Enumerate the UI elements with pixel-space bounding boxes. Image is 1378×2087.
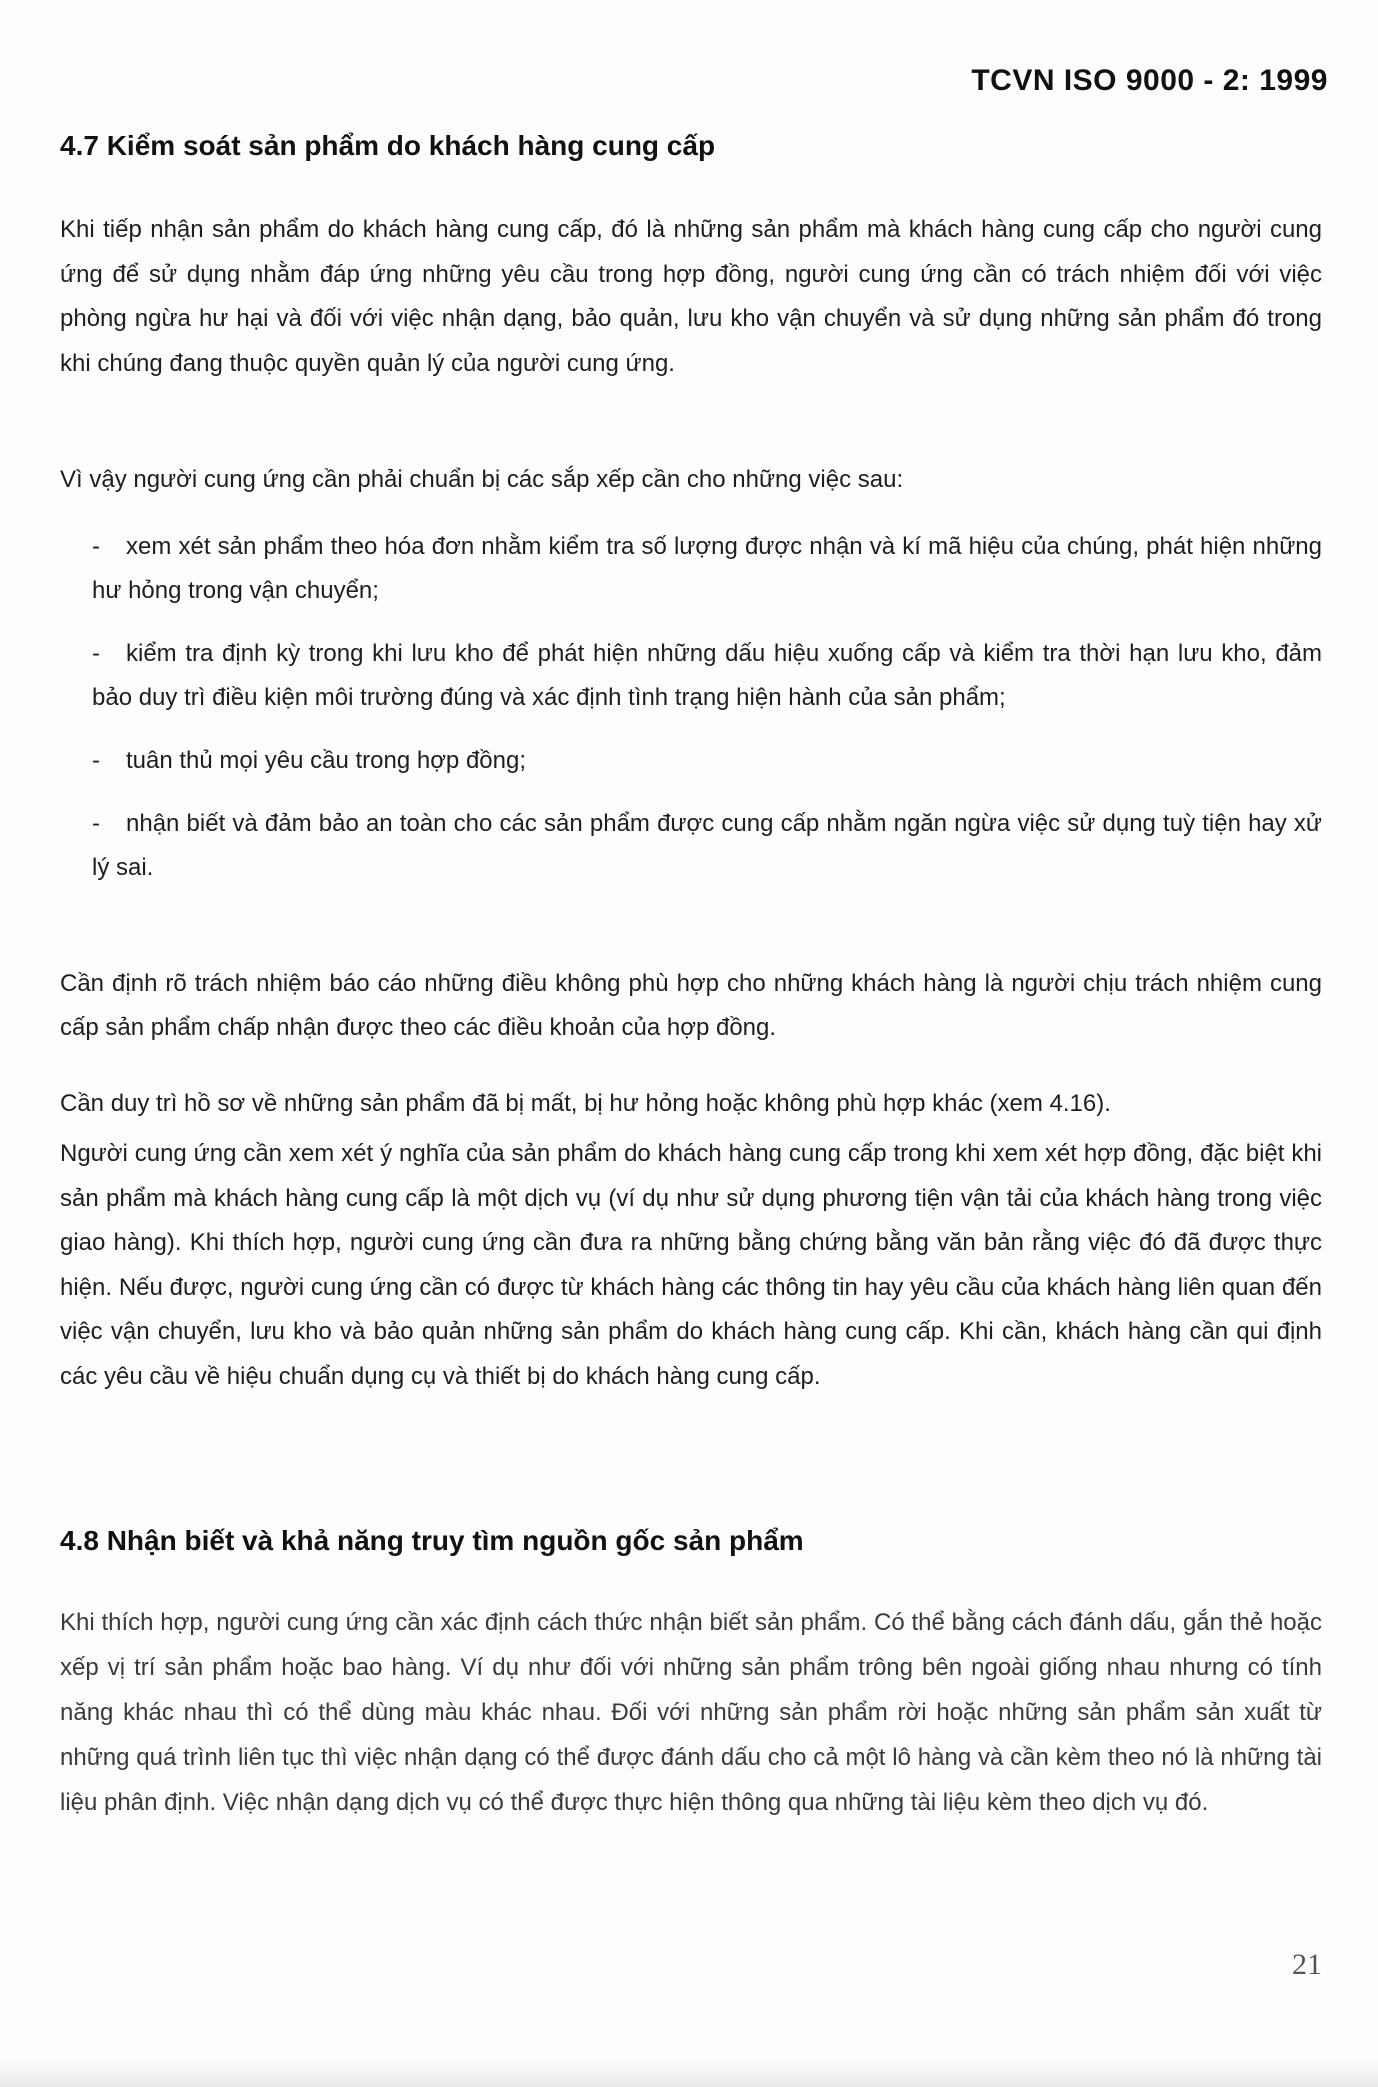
list-dash: - <box>92 810 100 837</box>
list-dash: - <box>92 640 100 667</box>
list-item-text: tuân thủ mọi yêu cầu trong hợp đồng; <box>126 747 527 774</box>
list-item-text: nhận biết và đảm bảo an toàn cho các sản phẩm được cung cấp nhằm ngăn ngừa việc sử dụng tuỳ tiện hay xử lý sai. <box>92 810 1322 881</box>
list-item <box>60 739 1322 783</box>
list-dash: - <box>92 533 100 560</box>
paragraph-contract-review: Người cung ứng cần xem xét ý nghĩa của sản phẩm do khách hàng cung cấp trong khi xem xét hợp đồng, đặc biệt khi sản phẩm mà khách hàng cung cấp là một dịch vụ (ví dụ như sử dụng phương tiện vận tải của khách hàng trong việc giao hàng). Khi thích hợp, người cung ứng cần đưa ra những bằng chứng bằng văn bản rằng việc đó đã được thực hiện. Nếu được, người cung ứng cần có được từ khách hàng các thông tin hay yêu cầu của khách hàng liên quan đến việc vận chuyển, lưu kho và bảo quản những sản phẩm do khách hàng cung cấp. Khi cần, khách hàng cần qui định các yêu cầu về hiệu chuẩn dụng cụ và thiết bị do khách hàng cung cấp. <box>60 1140 1322 1390</box>
paragraph-identification: Khi thích hợp, người cung ứng cần xác định cách thức nhận biết sản phẩm. Có thể bằng cách đánh dấu, gắn thẻ hoặc xếp vị trí sản phẩm hoặc bao hàng. Ví dụ như đối với những sản phẩm trông bên ngoài giống nhau nhưng có tính năng khác nhau thì có thể dùng màu khác nhau. Đối với những sản phẩm rời hoặc những sản phẩm sản xuất từ những quá trình liên tục thì việc nhận dạng có thể được đánh dấu cho cả một lô hàng và cần kèm theo nó là những tài liệu phân định. Việc nhận dạng dịch vụ có thể được thực hiện thông qua những tài liệu kèm theo dịch vụ đó. <box>60 1609 1322 1816</box>
list-item <box>60 632 1322 720</box>
list-item <box>60 802 1322 890</box>
section-heading-4-8: 4.8 Nhận biết và khả năng truy tìm nguồn gốc sản phẩm <box>60 1525 804 1556</box>
scan-shadow-edge <box>0 2057 1378 2087</box>
standard-number: TCVN ISO 9000 - 2: 1999 <box>971 64 1328 97</box>
paragraph-intro: Khi tiếp nhận sản phẩm do khách hàng cung cấp, đó là những sản phẩm mà khách hàng cung cấp cho người cung ứng để sử dụng nhằm đáp ứng những yêu cầu trong hợp đồng, người cung ứng cần có trách nhiệm đối với việc phòng ngừa hư hại và đối với việc nhận dạng, bảo quản, lưu kho vận chuyển và sử dụng những sản phẩm đó trong khi chúng đang thuộc quyền quản lý của người cung ứng. <box>60 216 1322 377</box>
requirements-list <box>60 525 1322 909</box>
list-item <box>60 525 1322 613</box>
paragraph-list-lead: Vì vậy người cung ứng cần phải chuẩn bị các sắp xếp cần cho những việc sau: <box>60 466 904 493</box>
list-item-text: kiểm tra định kỳ trong khi lưu kho để phát hiện những dấu hiệu xuống cấp và kiểm tra thời hạn lưu kho, đảm bảo duy trì điều kiện môi trường đúng và xác định tình trạng hiện hành của sản phẩm; <box>92 640 1322 711</box>
section-heading-4-7: 4.7 Kiểm soát sản phẩm do khách hàng cung cấp <box>60 130 716 161</box>
list-dash: - <box>92 747 100 774</box>
list-item-text: xem xét sản phẩm theo hóa đơn nhằm kiểm tra số lượng được nhận và kí mã hiệu của chúng, phát hiện những hư hỏng trong vận chuyển; <box>92 533 1322 604</box>
paragraph-responsibility: Cần định rõ trách nhiệm báo cáo những điều không phù hợp cho những khách hàng là người chịu trách nhiệm cung cấp sản phẩm chấp nhận được theo các điều khoản của hợp đồng. <box>60 970 1322 1041</box>
paragraph-records: Cần duy trì hồ sơ về những sản phẩm đã bị mất, bị hư hỏng hoặc không phù hợp khác (xem 4.16). <box>60 1090 1111 1117</box>
page-number: 21 <box>1292 1948 1322 1981</box>
